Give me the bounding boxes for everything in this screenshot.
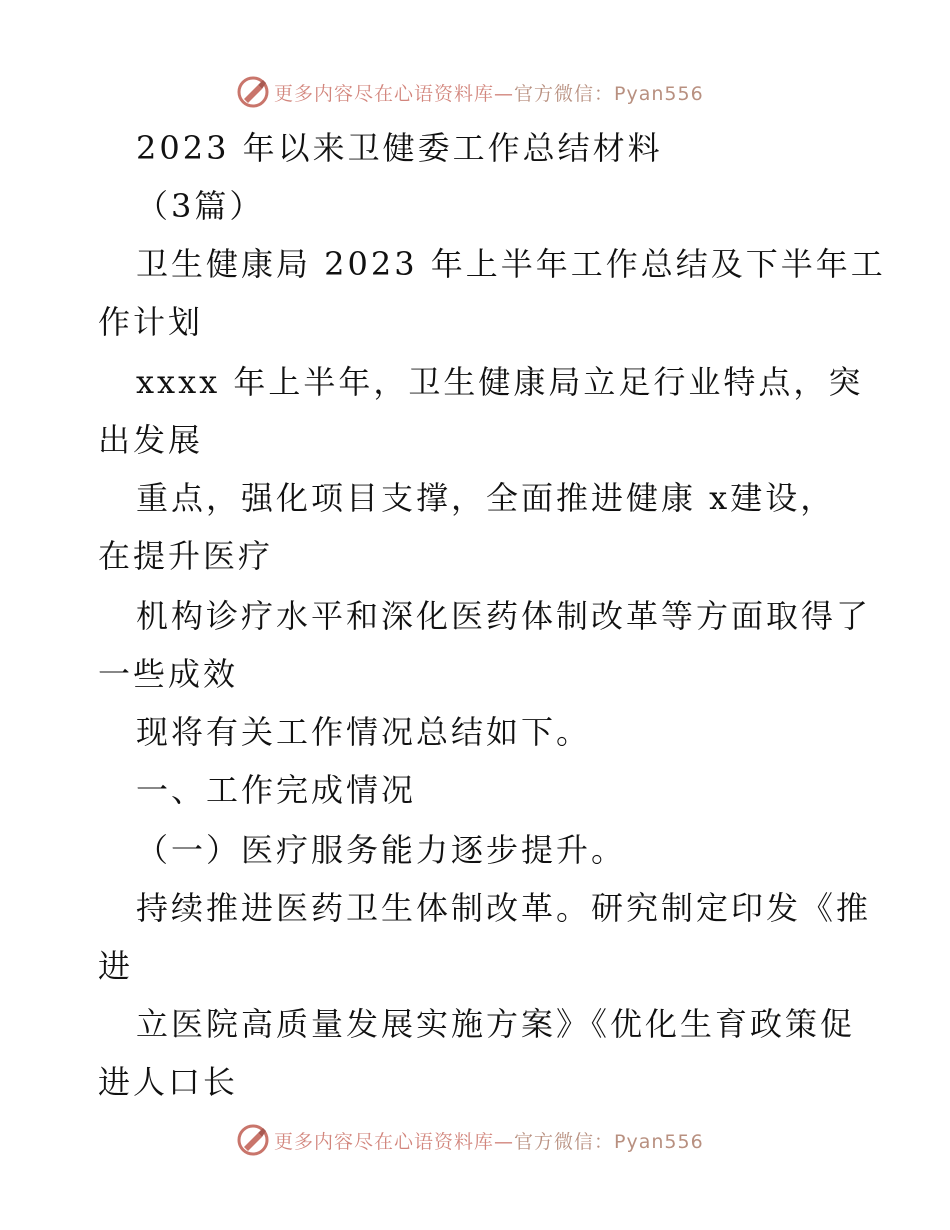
- paragraph-3-line-2: 一些成效: [98, 655, 239, 693]
- banner-wechat: 官方微信：Pyan556: [514, 82, 704, 105]
- banner-text: 更多内容尽在心语资料库—: [274, 1130, 515, 1153]
- paragraph-6-line-1: 立医院高质量发展实施方案》《优化生育政策促: [136, 1005, 856, 1043]
- paragraph-6-line-2: 进人口长: [98, 1063, 239, 1101]
- paragraph-1-line-2: 出发展: [98, 421, 204, 459]
- banner-wechat: 官方微信：Pyan556: [514, 1130, 704, 1153]
- paragraph-5-line-2: 进: [98, 947, 134, 985]
- paragraph-5-line-1: 持续推进医药卫生体制改革。研究制定印发《推: [136, 889, 872, 927]
- paragraph-2-line-2: 在提升医疗: [98, 537, 274, 575]
- document-title: 2023 年以来卫健委工作总结材料: [136, 129, 663, 167]
- subtitle-line-1: 卫生健康局 2023 年上半年工作总结及下半年工: [136, 245, 886, 283]
- subtitle-line-2: 作计划: [98, 303, 204, 341]
- logo-icon: [236, 1123, 270, 1157]
- paragraph-4: 现将有关工作情况总结如下。: [136, 713, 592, 751]
- paragraph-2-line-1: 重点，强化项目支撑，全面推进健康 x建设，: [136, 479, 836, 517]
- document-count: （3篇）: [136, 187, 265, 225]
- heading-1: 一、工作完成情况: [136, 771, 417, 809]
- paragraph-1-line-1: xxxx 年上半年，卫生健康局立足行业特点，突: [136, 363, 864, 401]
- footer-banner: [236, 1120, 704, 1160]
- banner-text: 更多内容尽在心语资料库—: [274, 82, 515, 105]
- heading-2: （一）医疗服务能力逐步提升。: [136, 831, 627, 869]
- header-banner: [236, 72, 704, 112]
- paragraph-3-line-1: 机构诊疗水平和深化医药体制改革等方面取得了: [136, 597, 872, 635]
- logo-icon: [236, 75, 270, 109]
